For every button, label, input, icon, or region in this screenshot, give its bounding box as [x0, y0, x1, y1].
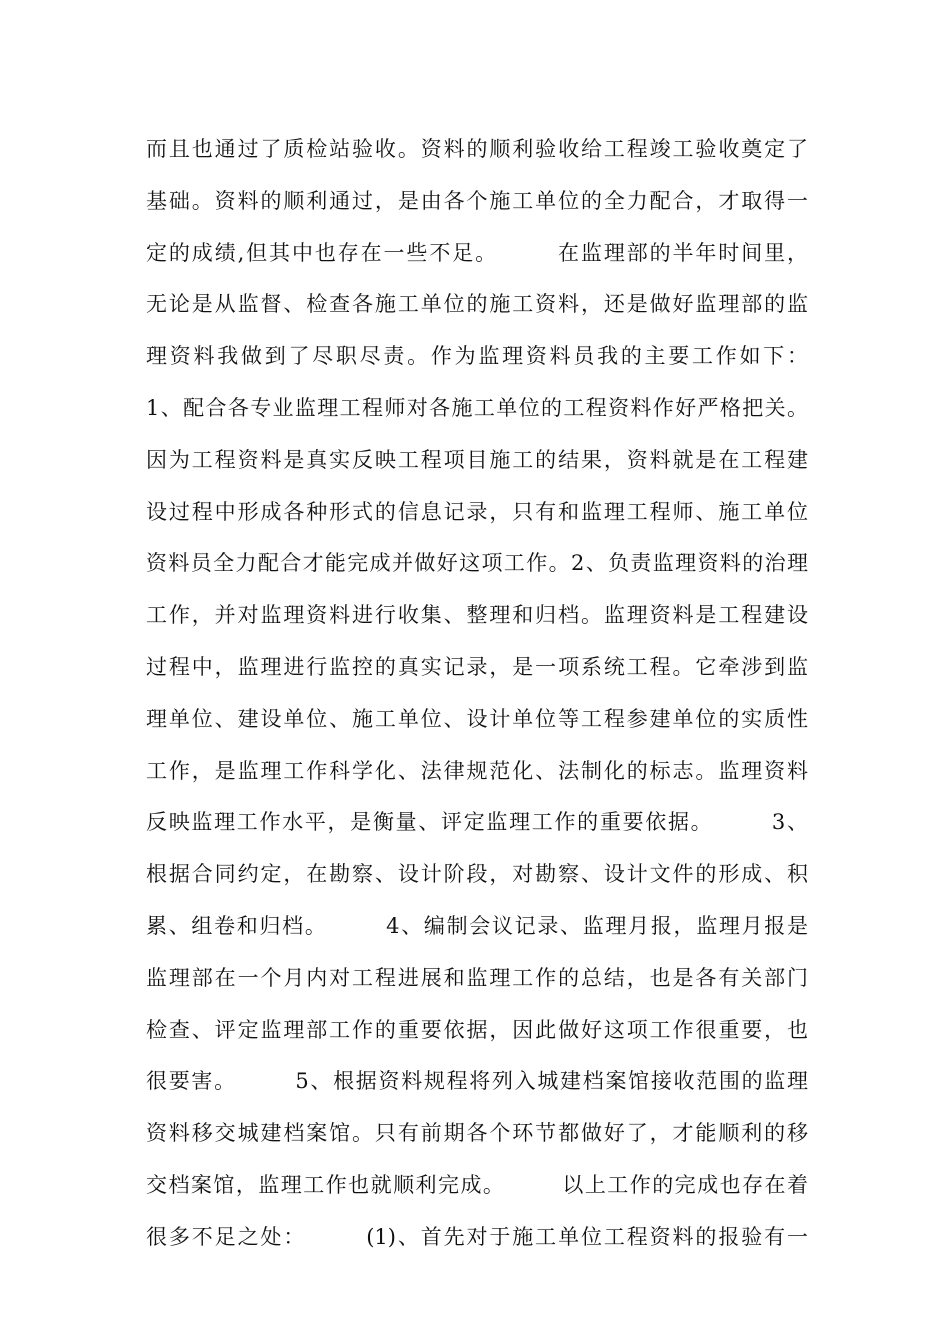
text-line-14: 反映监理工作水平，是衡量、评定监理工作的重要依据。 3、	[146, 810, 808, 835]
text-line-5: 理资料我做到了尽职尽责。作为监理资料员我的主要工作如下：	[146, 344, 808, 369]
text-line-4: 无论是从监督、检查各施工单位的施工资料，还是做好监理部的监	[146, 292, 808, 317]
text-line-11: 过程中，监理进行监控的真实记录，是一项系统工程。它牵涉到监	[146, 654, 808, 679]
text-line-19: 很要害。 5、根据资料规程将列入城建档案馆接收范围的监理	[146, 1069, 808, 1094]
text-line-1: 而且也通过了质检站验收。资料的顺利验收给工程竣工验收奠定了	[146, 137, 808, 161]
text-line-10: 工作，并对监理资料进行收集、整理和归档。监理资料是工程建设	[146, 603, 808, 628]
text-line-3: 定的成绩,但其中也存在一些不足。 在监理部的半年时间里，	[146, 240, 808, 265]
text-line-20: 资料移交城建档案馆。只有前期各个环节都做好了，才能顺利的移	[146, 1121, 808, 1146]
text-line-21: 交档案馆，监理工作也就顺利完成。 以上工作的完成也存在着	[146, 1172, 808, 1197]
text-line-7: 因为工程资料是真实反映工程项目施工的结果，资料就是在工程建	[146, 447, 808, 472]
text-line-12: 理单位、建设单位、施工单位、设计单位等工程参建单位的实质性	[146, 706, 808, 731]
text-line-17: 监理部在一个月内对工程进展和监理工作的总结，也是各有关部门	[146, 965, 808, 990]
text-line-22: 很多不足之处： (1)、首先对于施工单位工程资料的报验有一	[146, 1224, 808, 1249]
text-line-9: 资料员全力配合才能完成并做好这项工作。2、负责监理资料的治理	[146, 551, 808, 576]
text-line-6: 1、配合各专业监理工程师对各施工单位的工程资料作好严格把关。	[146, 395, 808, 420]
text-line-2: 基础。资料的顺利通过，是由各个施工单位的全力配合，才取得一	[146, 188, 808, 213]
text-line-8: 设过程中形成各种形式的信息记录，只有和监理工程师、施工单位	[146, 499, 808, 524]
text-line-16: 累、组卷和归档。 4、编制会议记录、监理月报，监理月报是	[146, 913, 808, 938]
text-line-15: 根据合同约定，在勘察、设计阶段，对勘察、设计文件的形成、积	[146, 862, 808, 887]
body-text	[146, 124, 808, 1264]
text-line-18: 检查、评定监理部工作的重要依据，因此做好这项工作很重要，也	[146, 1017, 808, 1042]
text-line-13: 工作，是监理工作科学化、法律规范化、法制化的标志。监理资料	[146, 758, 808, 783]
